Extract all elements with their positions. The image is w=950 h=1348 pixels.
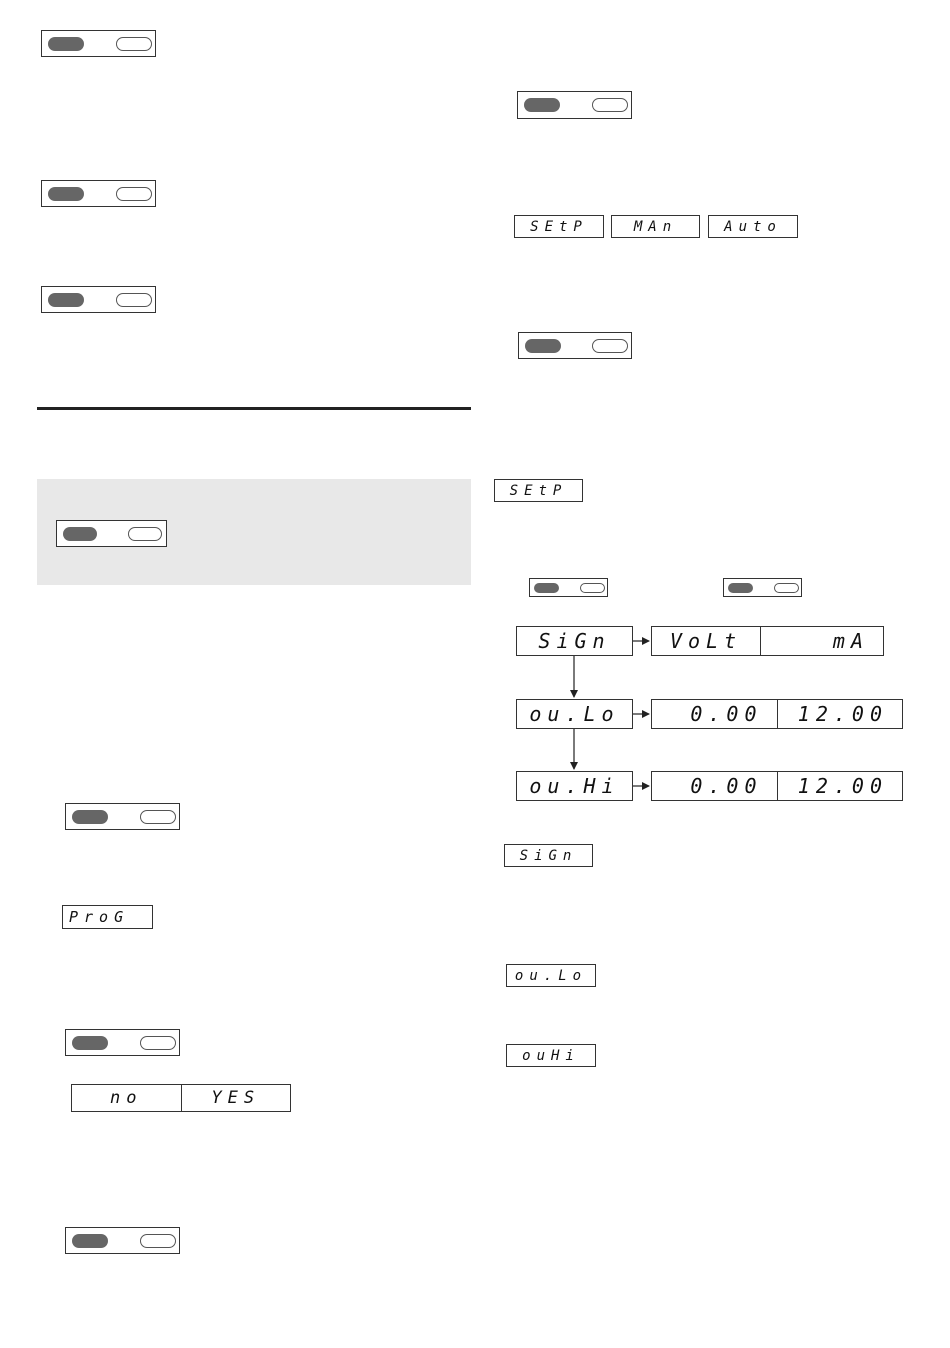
display-text: ou.Hi — [529, 774, 620, 798]
display-lo-min: 0.00 — [690, 702, 763, 726]
display-sign-small — [504, 844, 593, 867]
display-text: SEtP — [509, 482, 568, 499]
display-text: SiGn — [519, 847, 578, 864]
display-text: ouHi — [522, 1047, 580, 1064]
display-text: ou.Lo — [514, 967, 588, 984]
display-text: SiGn — [538, 629, 611, 653]
display-text: MAn — [633, 218, 678, 235]
display-volt: VoLt — [669, 629, 743, 653]
display-text: Auto — [724, 218, 782, 235]
display-no: no — [110, 1088, 143, 1108]
display-lo-max: 12.00 — [777, 700, 903, 728]
display-yes: YES — [181, 1085, 291, 1111]
display-text: ProG — [69, 908, 130, 926]
display-hi-min: 0.00 — [690, 774, 763, 798]
display-oulo-small — [506, 964, 596, 987]
display-ouhi-small — [506, 1044, 596, 1067]
display-hi-max: 12.00 — [777, 772, 903, 800]
display-text: SEtP — [530, 218, 588, 235]
display-text: ou.Lo — [529, 702, 620, 726]
display-ma: mA — [760, 627, 883, 655]
